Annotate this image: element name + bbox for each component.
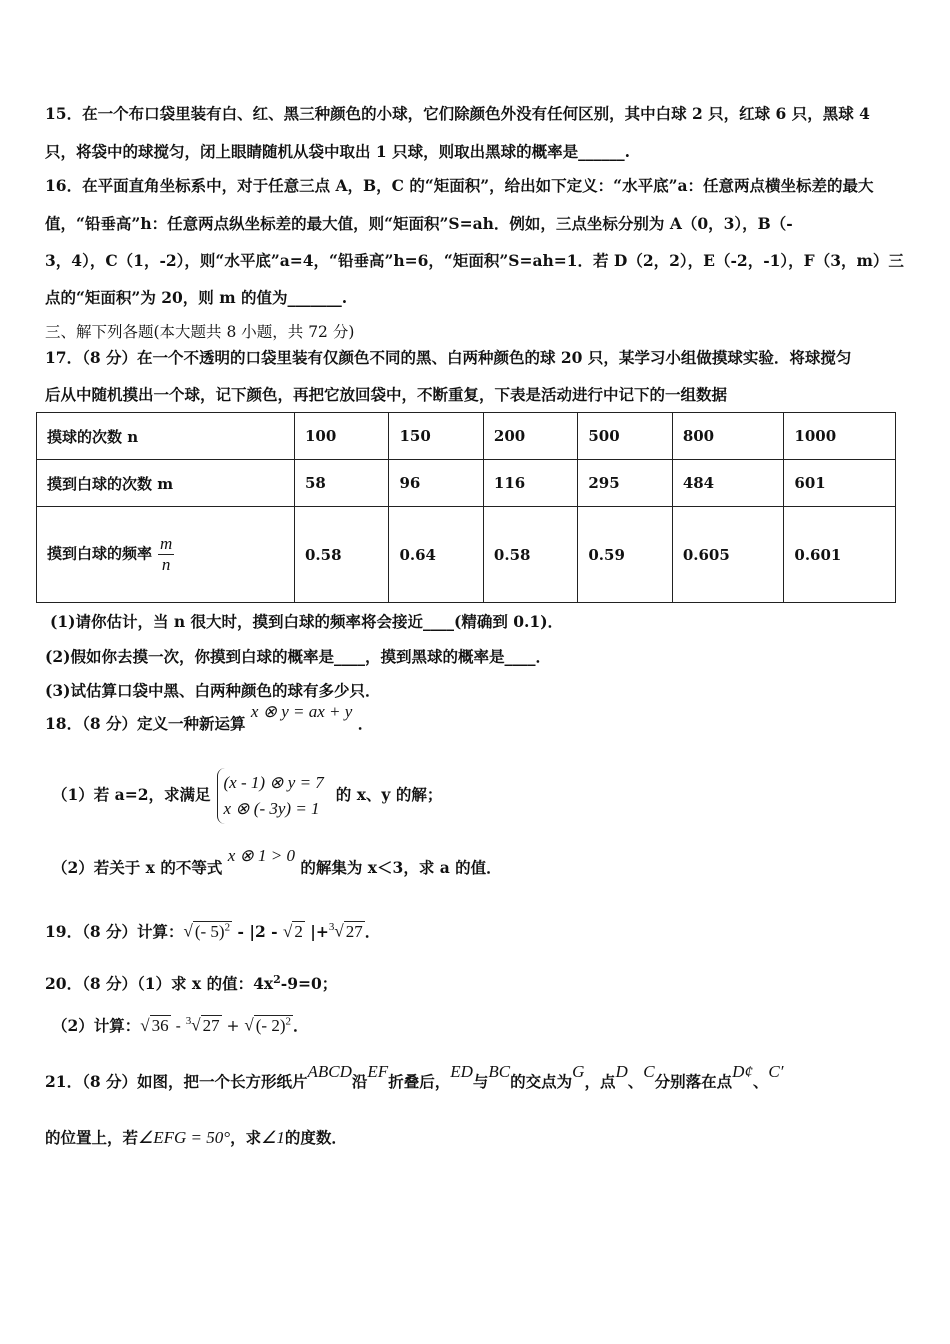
q21-line1 <box>45 1062 910 1092</box>
sqrt-neg5-squared: √ (- 5)$^2$ <box>183 921 231 941</box>
label-ed: ED <box>450 1062 473 1081</box>
q19-mid2: |+ <box>304 922 329 941</box>
fraction-numerator: m <box>160 534 173 553</box>
q21-text: 、 <box>627 1072 644 1091</box>
section-heading: 三、解下列各题(本大题共 8 小题，共 72 分) <box>45 323 355 341</box>
table-cell: 116 <box>483 460 577 507</box>
angle-1: ∠1 <box>261 1128 285 1147</box>
q18-end: ． <box>357 714 374 733</box>
root-index: 3 <box>328 921 335 934</box>
label-abcd: ABCD <box>307 1062 352 1081</box>
table-cell: 484 <box>672 460 784 507</box>
q18-part1 <box>52 768 910 824</box>
q18-p1-post: 的 x、y 的解； <box>335 785 443 804</box>
sqrt-36: √ 36 <box>140 1016 169 1035</box>
q21-text: 与 <box>472 1072 489 1091</box>
table-cell: 0.59 <box>578 507 672 603</box>
fraction-denominator: n <box>161 555 171 574</box>
q15-line1: 15．在一个布口袋里装有白、红、黑三种颜色的小球，它们除颜色外没有任何区别，其中白球 2 只，红球 6 只，黑球 4 <box>45 104 870 123</box>
angle-efg: ∠EFG = 50° <box>138 1128 231 1147</box>
fraction-m-over-n <box>158 534 174 575</box>
table-cell: 800 <box>672 413 784 460</box>
q20-p1: 20．（8 分）（1）求 x 的值：4x <box>45 974 274 993</box>
table-cell: 96 <box>389 460 483 507</box>
equation-2: x ⊗ (- 3y) = 1 <box>223 799 320 818</box>
label-c: C <box>643 1062 655 1081</box>
q15-line2: 只，将袋中的球搅匀，闭上眼睛随机从袋中取出 1 只球，则取出黑球的概率是______. <box>45 142 630 161</box>
q20-p2-pre: （2）计算： <box>52 1016 141 1035</box>
q18-inequality: x ⊗ 1 > 0 <box>227 846 295 865</box>
table-row <box>37 460 896 507</box>
q21-text: ，求 <box>230 1128 262 1147</box>
q21-text: 、 <box>752 1072 769 1091</box>
q16-line3: 3，4），C（1，-2），则“水平底”a=4，“铅垂高”h=6，“矩面积”S=ah=1．若 D（2，2），E（-2，-1），F（3，m）三 <box>45 251 904 270</box>
q16-line2: 值，“铅垂高”h：任意两点纵坐标差的最大值，则“矩面积”S=ah．例如，三点坐标分别为 A（0，3），B（- <box>45 214 793 233</box>
q21-text: 的交点为 <box>510 1072 573 1091</box>
exponent: 2 <box>285 1015 291 1028</box>
table-cell: 601 <box>784 460 896 507</box>
q18-p1-pre: （1）若 a=2，求满足 <box>52 785 211 804</box>
label-c-prime: C′ <box>768 1062 784 1081</box>
minus-sign: - <box>170 1017 186 1035</box>
q21-text: 分别落在点 <box>654 1072 733 1091</box>
q17-line2: 后从中随机摸出一个球，记下颜色，再把它放回袋中，不断重复，下表是活动进行中记下的一组数据 <box>45 385 728 404</box>
q19-line <box>45 920 910 942</box>
q17-line1: 17．（8 分）在一个不透明的口袋里装有仅颜色不同的黑、白两种颜色的球 20 只，某学习小组做摸球实验．将球搅匀 <box>45 348 852 367</box>
q17-sub2: (2)假如你去摸一次，你摸到白球的概率是____，摸到黑球的概率是____． <box>45 647 551 666</box>
table-row <box>37 507 896 603</box>
table-cell: 500 <box>578 413 672 460</box>
label-g: G <box>572 1062 585 1081</box>
label-bc: BC <box>488 1062 511 1081</box>
cube-root-27: $^3$√ 27 <box>328 921 363 941</box>
cube-root-27: $^3$√ 27 <box>185 1015 220 1035</box>
q18-p2-post: 的解集为 x＜3，求 a 的值． <box>300 858 502 877</box>
q16-line1: 16．在平面直角坐标系中，对于任意三点 A，B，C 的“矩面积”，给出如下定义：“水平底”a：任意两点横坐标差的最大 <box>45 176 874 195</box>
radicand: (- 5) <box>194 922 225 941</box>
radicand: (- 2) <box>255 1016 286 1035</box>
q19-end: ． <box>364 922 381 941</box>
row-label-text: 摸到白球的频率 <box>47 544 153 563</box>
exponent: 2 <box>224 921 231 934</box>
row-label: 摸到白球的次数 m <box>37 460 295 507</box>
plus-sign: + <box>221 1017 245 1035</box>
table-cell: 100 <box>295 413 389 460</box>
table-cell: 0.601 <box>784 507 896 603</box>
q18-operation: x ⊗ y = ax + y <box>250 702 353 721</box>
label-d-prime: D¢ <box>732 1062 753 1081</box>
q20-part2 <box>52 1014 910 1036</box>
q19-pre: 19．（8 分）计算： <box>45 922 184 941</box>
sqrt-2: √ 2 <box>282 922 303 941</box>
table-cell: 150 <box>389 413 483 460</box>
equation-system <box>217 768 330 824</box>
row-label-frequency <box>37 507 295 603</box>
root-index: 3 <box>185 1015 192 1028</box>
q21-text: 21．（8 分）如图，把一个长方形纸片 <box>45 1072 308 1091</box>
equation-1: (x - 1) ⊗ y = 7 <box>223 773 324 792</box>
table-cell: 200 <box>483 413 577 460</box>
table-cell: 295 <box>578 460 672 507</box>
q20-part1 <box>45 972 910 994</box>
q20-p1-end: -9=0； <box>280 974 338 993</box>
frequency-table <box>36 412 896 603</box>
q18-intro-line <box>45 702 910 734</box>
table-cell: 58 <box>295 460 389 507</box>
table-row <box>37 413 896 460</box>
q21-text: 沿 <box>351 1072 368 1091</box>
label-ef: EF <box>367 1062 389 1081</box>
q19-mid: - |2 - <box>232 922 283 941</box>
q18-intro: 18．（8 分）定义一种新运算 <box>45 714 246 733</box>
table-cell: 0.58 <box>483 507 577 603</box>
q21-text: 的位置上，若 <box>45 1128 139 1147</box>
q21-text: ，点 <box>584 1072 616 1091</box>
sqrt-neg2-squared: √ (- 2)$^2$ <box>244 1015 291 1035</box>
table-cell: 0.58 <box>295 507 389 603</box>
q18-part2 <box>52 846 910 878</box>
table-cell: 0.605 <box>672 507 784 603</box>
q17-sub3: (3)试估算口袋中黑、白两种颜色的球有多少只． <box>45 681 381 700</box>
q21-text: 的度数． <box>284 1128 347 1147</box>
q18-p2-pre: （2）若关于 x 的不等式 <box>52 858 223 877</box>
row-label: 摸球的次数 n <box>37 413 295 460</box>
q21-line2 <box>45 1126 910 1148</box>
q17-sub1: (1)请你估计，当 n 很大时，摸到白球的频率将会接近____(精确到 0.1)． <box>50 612 564 631</box>
q20-end: ． <box>293 1016 309 1035</box>
label-d: D <box>615 1062 628 1081</box>
q20-exponent: 2 <box>273 972 281 986</box>
q16-line4: 点的“矩面积”为 20，则 m 的值为_______. <box>45 288 348 307</box>
q21-text: 折叠后， <box>388 1072 451 1091</box>
table-cell: 1000 <box>784 413 896 460</box>
table-cell: 0.64 <box>389 507 483 603</box>
